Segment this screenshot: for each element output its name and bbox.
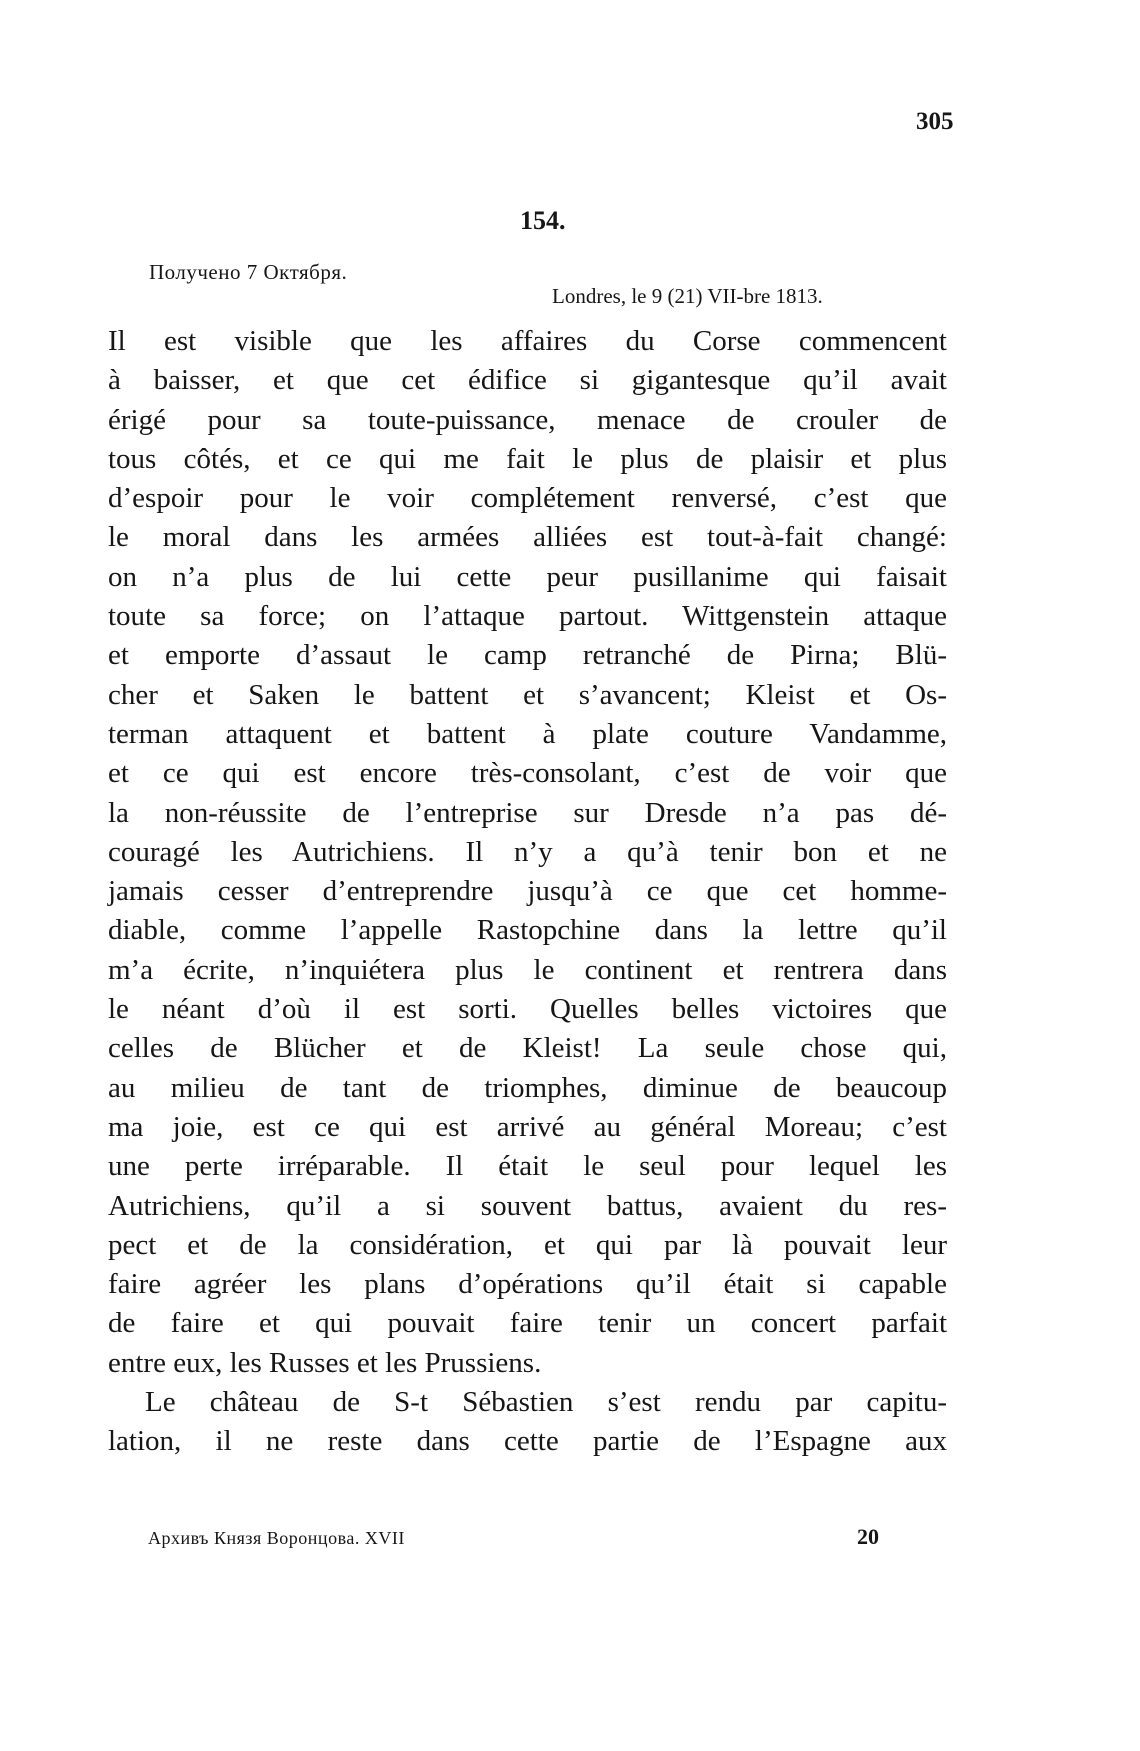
body-line: terman attaquent et battent à plate couture Vandamme, — [108, 717, 947, 750]
body-line: diable, comme l’appelle Rastopchine dans la lettre qu’il — [108, 914, 947, 947]
place-date: Londres, le 9 (21) VII-bre 1813. — [552, 284, 823, 308]
body-line: Le château de S-t Sébastien s’est rendu par capitu- — [145, 1386, 947, 1419]
body-line: érigé pour sa toute-puissance, menace de crouler de — [108, 403, 947, 436]
body-line: entre eux, les Russes et les Prussiens. — [108, 1346, 542, 1379]
letter-body — [108, 322, 947, 1462]
body-line: à baisser, et que cet édifice si gigantesque qu’il avait — [108, 364, 947, 397]
body-line: le néant d’où il est sorti. Quelles belles victoires que — [108, 993, 947, 1026]
body-line: pect et de la considération, et qui par là pouvait leur — [108, 1228, 947, 1261]
page-number: 305 — [916, 108, 954, 135]
body-line: la non-réussite de l’entreprise sur Dresde n’a pas dé- — [108, 796, 947, 829]
body-line: on n’a plus de lui cette peur pusillanime qui faisait — [108, 560, 947, 593]
body-line: le moral dans les armées alliées est tout-à-fait changé: — [108, 521, 947, 554]
letter-number: 154. — [520, 206, 566, 235]
body-line: lation, il ne reste dans cette partie de l’Espagne aux — [108, 1425, 947, 1458]
body-line: au milieu de tant de triomphes, diminue de beaucoup — [108, 1071, 947, 1104]
body-line: cher et Saken le battent et s’avancent; Kleist et Os- — [108, 678, 947, 711]
body-line: toute sa force; on l’attaque partout. Wittgenstein attaque — [108, 600, 947, 633]
body-line: faire agréer les plans d’opérations qu’il était si capable — [108, 1268, 947, 1301]
body-line: Il est visible que les affaires du Corse commencent — [108, 325, 947, 357]
received-note: Получено 7 Октября. — [149, 260, 348, 284]
body-line: celles de Blücher et de Kleist! La seule chose qui, — [108, 1032, 947, 1065]
body-line: de faire et qui pouvait faire tenir un concert parfait — [108, 1307, 947, 1340]
body-line: jamais cesser d’entreprendre jusqu’à ce que cet homme- — [108, 875, 947, 908]
body-line: et emporte d’assaut le camp retranché de Pirna; Blü- — [108, 639, 947, 672]
body-line: et ce qui est encore très-consolant, c’est de voir que — [108, 757, 947, 790]
body-line: une perte irréparable. Il était le seul pour lequel les — [108, 1150, 947, 1183]
body-line: Autrichiens, qu’il a si souvent battus, avaient du res- — [108, 1189, 947, 1222]
footer-signature: 20 — [857, 1524, 879, 1549]
body-line: m’a écrite, n’inquiétera plus le continent et rentrera dans — [108, 953, 947, 986]
body-line: d’espoir pour le voir complétement renversé, c’est que — [108, 482, 947, 515]
body-line: tous côtés, et ce qui me fait le plus de plaisir et plus — [108, 442, 947, 475]
body-line: couragé les Autrichiens. Il n’y a qu’à tenir bon et ne — [108, 835, 947, 868]
footer-source: Архивъ Князя Воронцова. XVII — [148, 1528, 405, 1548]
body-line: ma joie, est ce qui est arrivé au général Moreau; c’est — [108, 1110, 947, 1143]
